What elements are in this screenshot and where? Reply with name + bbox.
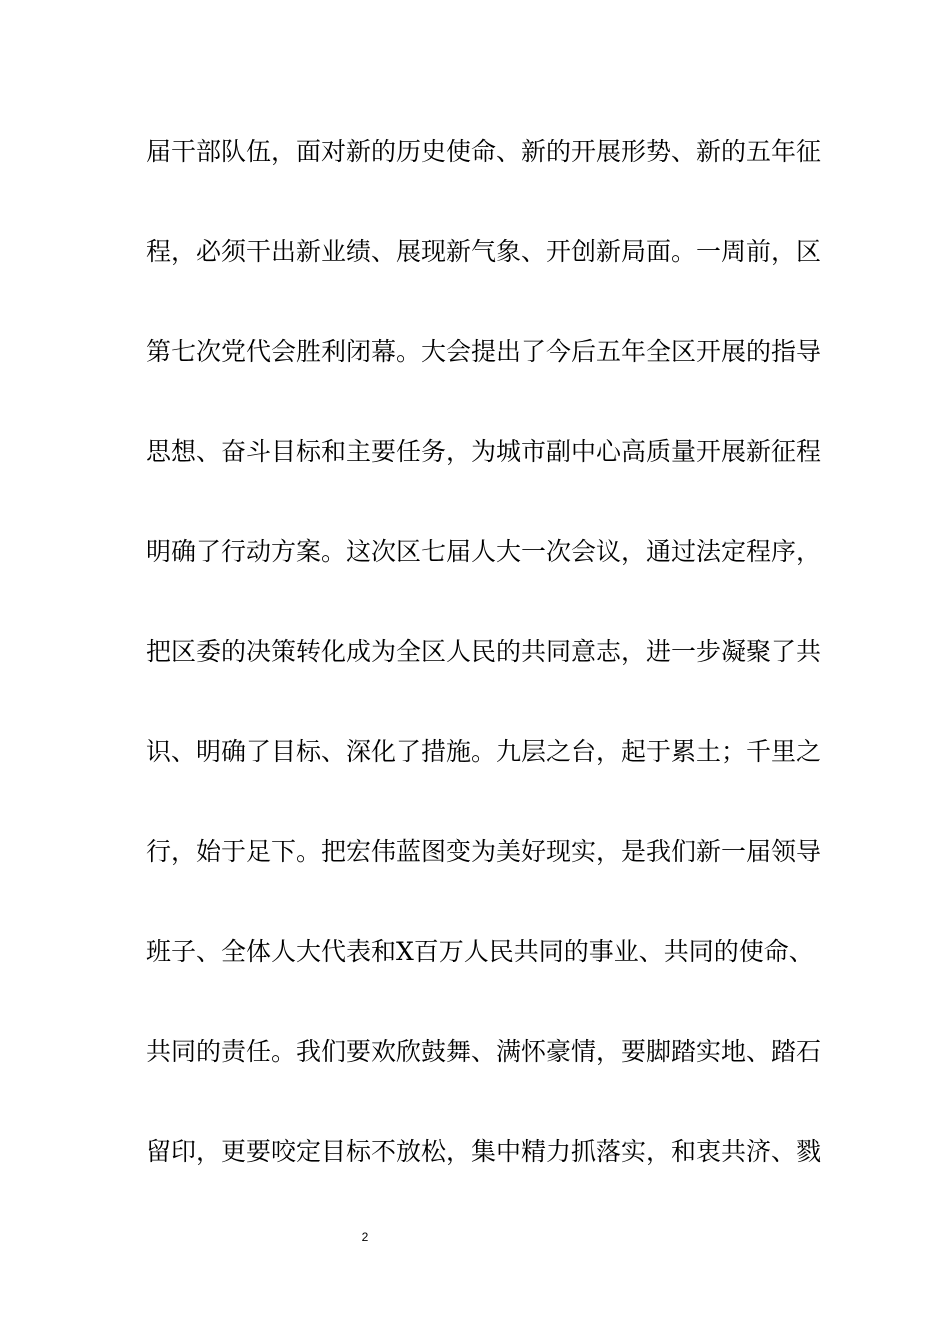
text-line: 届干部队伍，面对新的历史使命、新的开展形势、新的五年征 (146, 137, 822, 166)
text-line: 班子、全体人大代表和X百万人民共同的事业、共同的使命、 (146, 937, 814, 966)
text-line: 第七次党代会胜利闭幕。大会提出了今后五年全区开展的指导 (146, 337, 822, 366)
text-line: 共同的责任。我们要欢欣鼓舞、满怀豪情，要脚踏实地、踏石 (146, 1037, 822, 1066)
text-line: 识、明确了目标、深化了措施。九层之台，起于累土；千里之 (146, 737, 822, 766)
text-line: 把区委的决策转化成为全区人民的共同意志，进一步凝聚了共 (146, 637, 822, 666)
text-line: 留印，更要咬定目标不放松，集中精力抓落实，和衷共济、戮 (146, 1137, 822, 1166)
text-line: 思想、奋斗目标和主要任务，为城市副中心高质量开展新征程 (146, 437, 822, 466)
text-line: 行，始于足下。把宏伟蓝图变为美好现实，是我们新一届领导 (146, 837, 822, 866)
page-number: 2 (361, 1230, 369, 1244)
text-line: 程，必须干出新业绩、展现新气象、开创新局面。一周前，区 (146, 237, 822, 266)
text-line: 明确了行动方案。这次区七届人大一次会议，通过法定程序， (146, 537, 822, 566)
